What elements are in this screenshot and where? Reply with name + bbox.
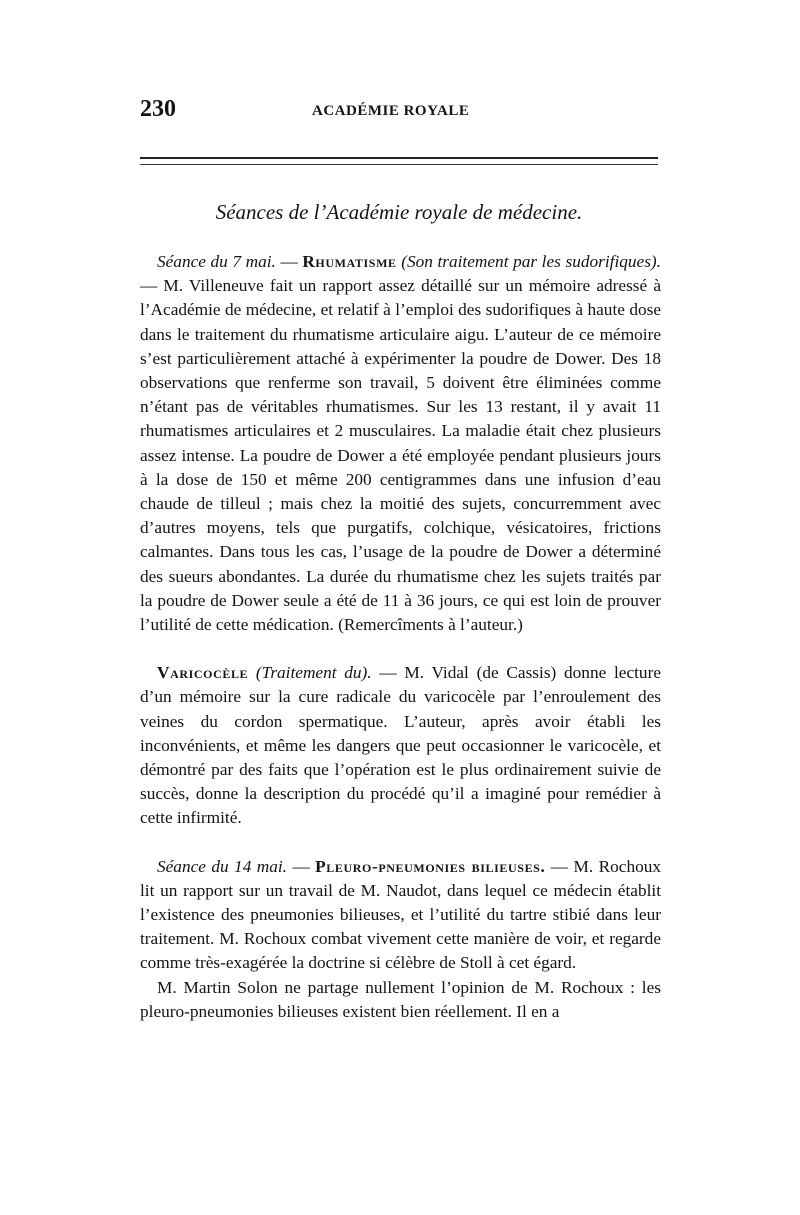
topic-subtitle: (Traitement du).	[248, 663, 372, 683]
topic-heading: Pleuro-pneumonies bilieuses.	[315, 856, 546, 876]
running-title: ACADÉMIE ROYALE	[312, 103, 470, 119]
dash: —	[287, 856, 316, 876]
paragraph-text: M. Martin Solon ne partage nullement l’opinion de M. Rochoux : les pleuro-pneumonies bilieuses existent bien réellement. Il en a	[140, 977, 661, 1021]
paragraph-martin-solon	[140, 976, 661, 1024]
header-rule-thin	[140, 164, 658, 165]
paragraph-varicocele	[140, 661, 661, 830]
session-label: Séance du 14 mai.	[157, 856, 288, 876]
page-number: 230	[140, 96, 176, 122]
topic-heading: Varicocèle	[157, 663, 249, 683]
running-head	[140, 96, 660, 130]
paragraph-pleuro-pneumonies	[140, 855, 661, 976]
section-heading: Séances de l’Académie royale de médecine.	[215, 200, 583, 224]
paragraph-text: — M. Vidal (de Cassis) donne lecture d’un mémoire sur la cure radicale du varicocèle par l’enroulement des veines du cordon spermatique. L’auteur, après avoir établi les inconvénients, et même les dangers que peut occasionner le varicocèle, et démontré par des faits que l’opération est le plus ordinairement suivie de succès, donne la description du procédé qu’il a imaginé pour remédier à cette infirmité.	[140, 663, 661, 828]
paragraph-rhumatisme	[140, 250, 661, 637]
topic-heading: Rhumatisme	[302, 252, 397, 271]
topic-subtitle: (Son traitement par les sudorifiques).	[396, 252, 662, 271]
session-label: Séance du 7 mai.	[157, 252, 276, 271]
header-rule-thick	[140, 157, 658, 159]
paragraph-text: — M. Rochoux lit un rapport sur un travail de M. Naudot, dans lequel ce médecin établit l’existence des pneumonies bilieuses, et l’utilité du tartre stibié dans leur traitement. M. Rochoux combat vivement cette manière de voir, et regarde comme très-exagérée la doctrine si célèbre de Stoll à cet égard.	[140, 856, 662, 973]
paragraph-text: — M. Villeneuve fait un rapport assez détaillé sur un mémoire adressé à l’Académie de médecine, et relatif à l’emploi des sudorifiques à haute dose dans le traitement du rhumatisme articulaire aigu. L’auteur de ce mémoire s’est particulièrement attaché à expérimenter la poudre de Dower. Des 18 observations que renferme son travail, 5 doivent être éliminées comme n’étant pas de véritables rhumatismes. Sur les 13 restant, il y avait 11 rhumatismes articulaires et 2 musculaires. La maladie était chez plusieurs assez intense. La poudre de Dower a été employée pendant plusieurs jours à la dose de 150 et même 200 centigrammes dans une infusion d’eau chaude de tilleul ; mais chez la moitié des sujets, concurremment avec d’autres moyens, tels que purgatifs, colchique, vésicatoires, frictions calmantes. Dans tous les cas, l’usage de la poudre de Dower a déterminé des sueurs abondantes. La durée du rhumatisme chez les sujets traités par la poudre de Dower seule a été de 11 à 36 jours, ce qui est loin de prouver l’utilité de cette médication. (Remercîments à l’auteur.)	[140, 276, 661, 635]
body-text	[140, 250, 661, 1024]
dash: —	[275, 252, 303, 271]
